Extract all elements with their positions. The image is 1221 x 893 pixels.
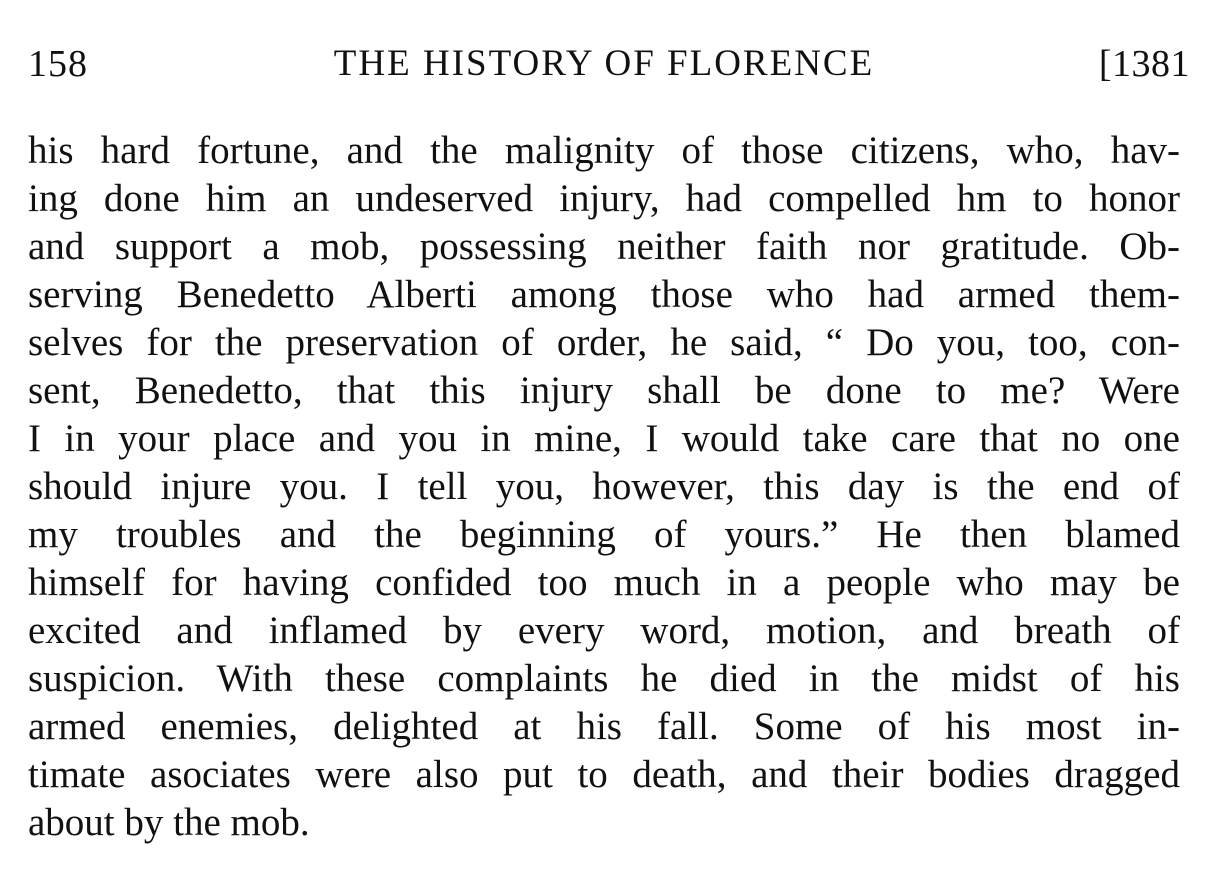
year-marker: [1381 (1098, 43, 1190, 85)
text-line: himself for having confided too much in a people who may be (28, 561, 1180, 604)
text-line: sent, Benedetto, that this injury shall be done to me? Were (28, 369, 1180, 412)
text-line-last: about by the mob. (28, 801, 310, 844)
text-line: and support a mob, possessing neither faith nor gratitude. Ob- (28, 225, 1180, 268)
text-line: my troubles and the beginning of yours.” He then blamed (28, 513, 1180, 556)
page-header (28, 40, 1190, 90)
page-number: 158 (28, 43, 88, 85)
body-text (28, 127, 1180, 847)
text-line: excited and inflamed by every word, motion, and breath of (28, 609, 1180, 652)
text-line: armed enemies, delighted at his fall. Some of his most in- (28, 705, 1180, 748)
text-line: his hard fortune, and the malignity of those citizens, who, hav- (28, 129, 1180, 172)
text-line: selves for the preservation of order, he said, “ Do you, too, con- (28, 321, 1180, 364)
text-line: I in your place and you in mine, I would take care that no one (28, 417, 1180, 460)
text-line: should injure you. I tell you, however, this day is the end of (28, 465, 1180, 508)
text-line: serving Benedetto Alberti among those who had armed them- (28, 273, 1180, 316)
text-line: ing done him an undeserved injury, had compelled hm to honor (28, 177, 1180, 220)
text-line: timate asociates were also put to death, and their bodies dragged (28, 753, 1180, 796)
running-title: THE HISTORY OF FLORENCE (333, 43, 875, 84)
text-line: suspicion. With these complaints he died in the midst of his (28, 657, 1180, 700)
